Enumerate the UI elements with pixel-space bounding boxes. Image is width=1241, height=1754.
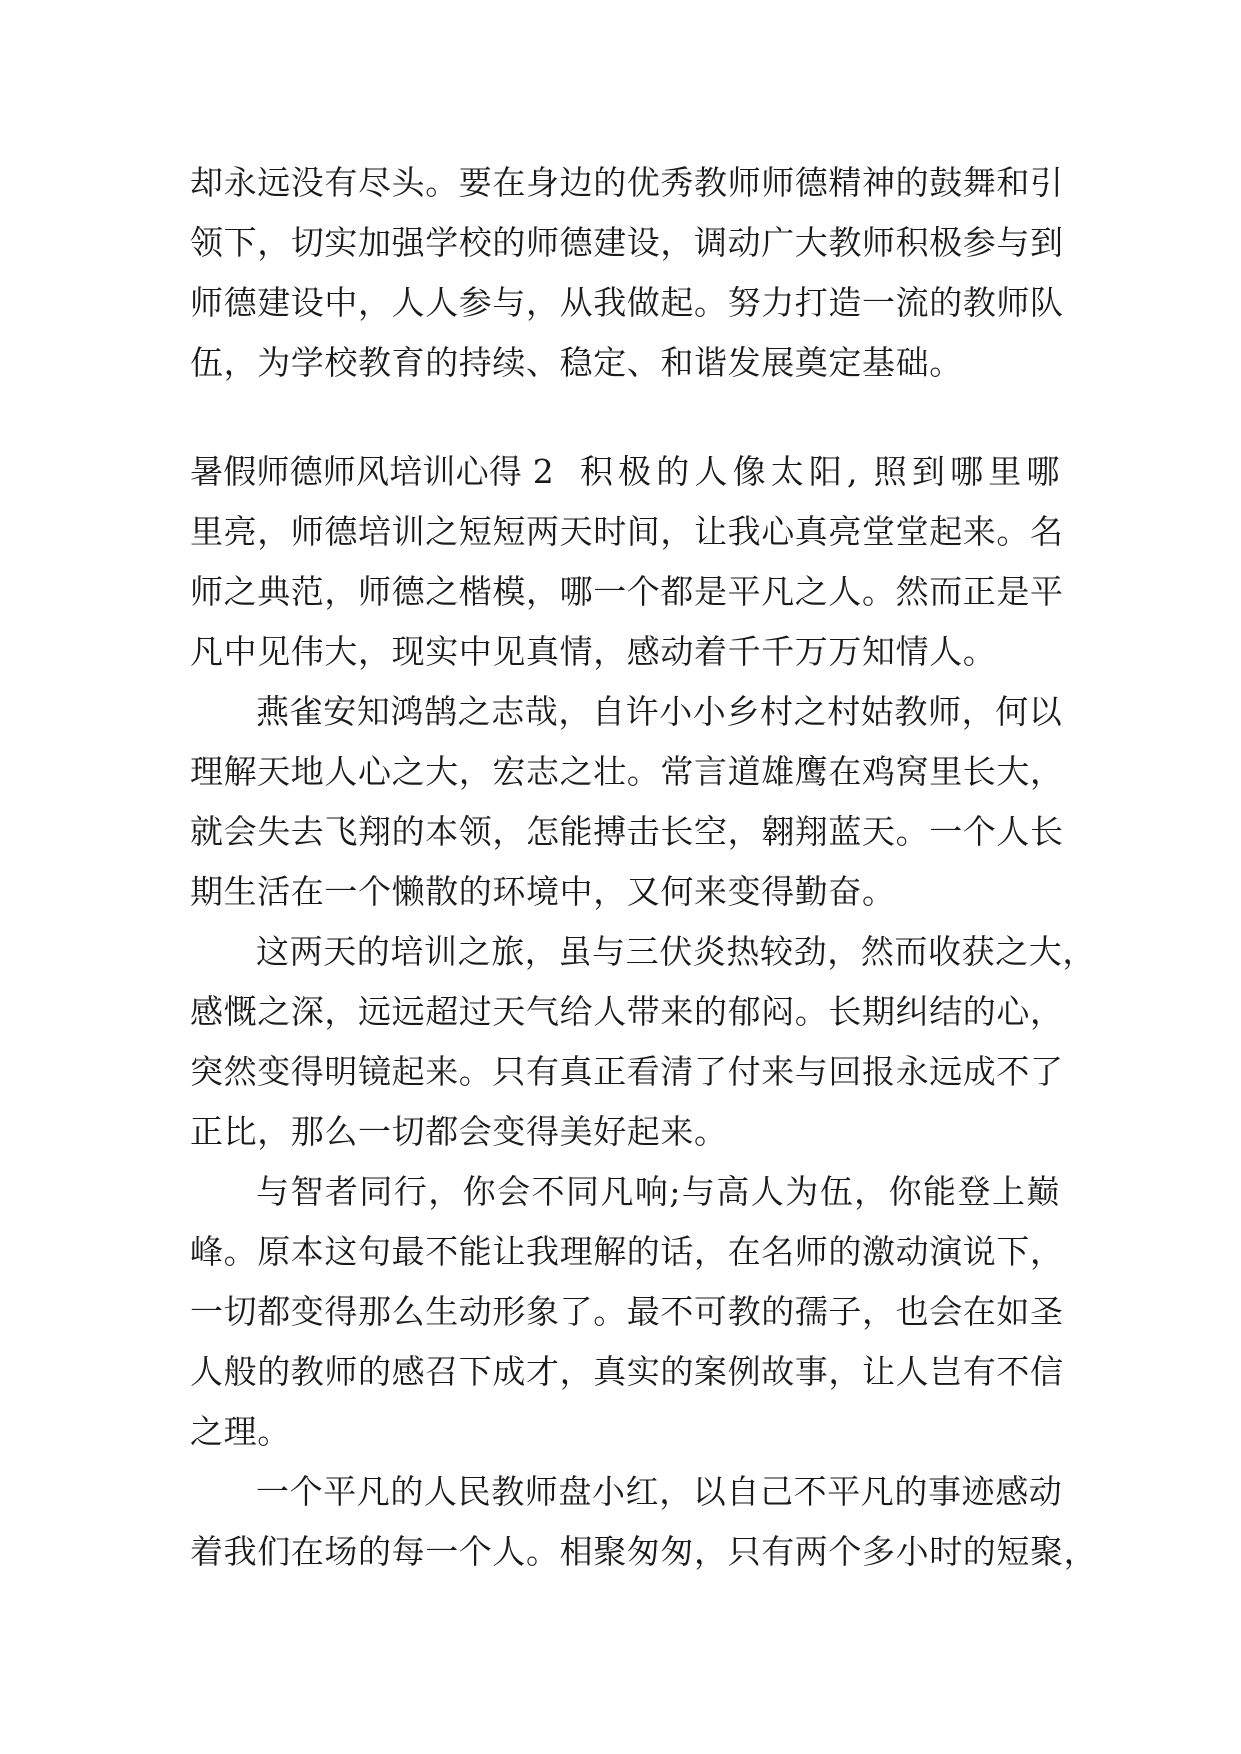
paragraph-line: 与智者同行，你会不同凡响;与高人为伍，你能登上巅 — [256, 1172, 1060, 1211]
paragraph-line: 理解天地人心之大，宏志之壮。常言道雄鹰在鸡窝里长大， — [190, 752, 1064, 791]
section-heading-line — [190, 442, 1060, 502]
paragraph-line: 领下，切实加强学校的师德建设，调动广大教师积极参与到 — [190, 223, 1064, 262]
paragraph-line: 积极的人像太阳, 照到哪里哪 — [580, 452, 1060, 491]
paragraph-line: 师之典范，师德之楷模，哪一个都是平凡之人。然而正是平 — [190, 572, 1064, 611]
paragraph-line: 人般的教师的感召下成才，真实的案例故事，让人岂有不信 — [190, 1352, 1064, 1391]
paragraph-line: 师德建设中，人人参与，从我做起。努力打造一流的教师队 — [190, 283, 1064, 322]
paragraph-line: 一切都变得那么生动形象了。最不可教的孺子，也会在如圣 — [190, 1292, 1064, 1331]
paragraph-line: 着我们在场的每一个人。相聚匆匆，只有两个多小时的短聚， — [190, 1532, 1098, 1571]
paragraph-line: 伍，为学校教育的持续、稳定、和谐发展奠定基础。 — [190, 343, 963, 382]
section-title: 暑假师德师风培训心得 2 — [190, 452, 554, 491]
paragraph-line: 峰。原本这句最不能让我理解的话，在名师的激动演说下， — [190, 1232, 1064, 1271]
paragraph-line: 正比，那么一切都会变得美好起来。 — [190, 1112, 728, 1151]
paragraph-line: 一个平凡的人民教师盘小红，以自己不平凡的事迹感动 — [256, 1472, 1063, 1511]
paragraph-line: 突然变得明镜起来。只有真正看清了付来与回报永远成不了 — [190, 1052, 1064, 1091]
paragraph-line: 燕雀安知鸿鹄之志哉，自许小小乡村之村姑教师，何以 — [256, 692, 1063, 731]
paragraph-line: 凡中见伟大，现实中见真情，感动着千千万万知情人。 — [190, 632, 997, 671]
paragraph-line: 里亮，师德培训之短短两天时间，让我心真亮堂堂起来。名 — [190, 512, 1064, 551]
paragraph-line: 期生活在一个懒散的环境中，又何来变得勤奋。 — [190, 872, 896, 911]
paragraph-line: 却永远没有尽头。要在身边的优秀教师师德精神的鼓舞和引 — [190, 163, 1064, 202]
paragraph-line: 之理。 — [190, 1412, 291, 1451]
paragraph-line: 这两天的培训之旅，虽与三伏炎热较劲，然而收获之大， — [256, 932, 1096, 971]
paragraph-line: 感慨之深，远远超过天气给人带来的郁闷。长期纠结的心， — [190, 992, 1064, 1031]
paragraph-line: 就会失去飞翔的本领，怎能搏击长空，翱翔蓝天。一个人长 — [190, 812, 1064, 851]
